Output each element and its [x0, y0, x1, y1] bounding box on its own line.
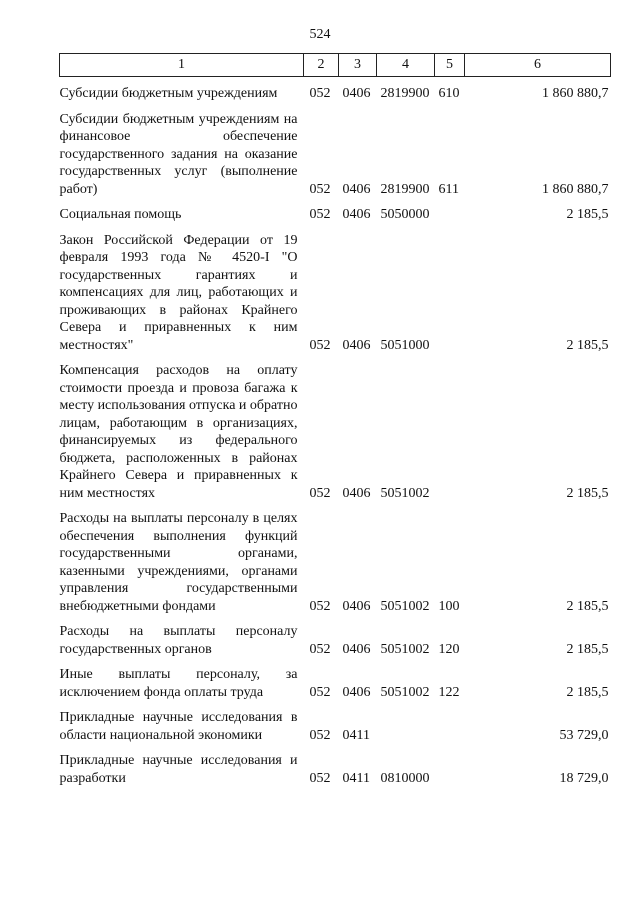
column-header-name: 1	[60, 54, 304, 77]
row-target: 5051002	[380, 641, 430, 657]
row-name: Прикладные научные исследования в области национальной экономики	[59, 710, 298, 743]
row-type	[435, 198, 465, 224]
row-amount: 18 729,0	[559, 770, 609, 786]
row-amount: 2 185,5	[566, 207, 609, 222]
row-ministry: 052	[309, 86, 331, 101]
row-amount: 53 729,0	[559, 727, 609, 743]
row-name: Расходы на выплаты персоналу государственных органов	[59, 624, 298, 657]
row-name: Закон Российской Федерации от 19 февраля 1993 года № 4520-I "О государственных гарантиях и компенсациях для лиц, работающих и проживающих в районах Крайнего Севера и приравненных к ним местностях"	[59, 232, 298, 353]
table-row	[60, 615, 611, 658]
row-section: 0406	[342, 641, 371, 657]
row-target: 2819900	[380, 86, 430, 101]
row-target: 5051002	[380, 684, 430, 700]
table-body	[60, 77, 611, 788]
table-header	[60, 54, 611, 77]
row-section: 0406	[342, 86, 371, 101]
row-type: 120	[438, 641, 460, 657]
row-type: 610	[438, 86, 460, 101]
column-header-ministry: 2	[304, 54, 339, 77]
row-name: Компенсация расходов на оплату стоимости проезда и провоза багажа к месту использования отпуска и обратно лицам, работающим в организациях, финансируемых из федерального бюджета, расположенных в районах Крайнего Севера и приравненных к ним местностях	[59, 363, 298, 501]
row-section: 0406	[342, 598, 371, 614]
row-target: 5050000	[380, 207, 430, 222]
row-target: 0810000	[380, 770, 430, 786]
row-amount: 2 185,5	[566, 337, 609, 353]
column-header-section: 3	[339, 54, 377, 77]
table-row	[60, 354, 611, 502]
row-amount: 2 185,5	[566, 641, 609, 657]
row-type	[435, 354, 465, 502]
table-row	[60, 103, 611, 199]
row-target	[377, 701, 435, 744]
row-name: Социальная помощь	[59, 207, 182, 222]
row-section: 0411	[342, 770, 370, 786]
row-name: Иные выплаты персоналу, за исключением фонда оплаты труда	[59, 667, 298, 700]
row-ministry: 052	[309, 181, 331, 197]
row-amount: 2 185,5	[566, 598, 609, 614]
row-type: 122	[438, 684, 460, 700]
row-type	[435, 701, 465, 744]
row-amount: 2 185,5	[566, 485, 609, 501]
row-section: 0406	[342, 207, 371, 222]
row-target: 2819900	[380, 181, 430, 197]
row-target: 5051002	[380, 598, 430, 614]
row-type	[435, 224, 465, 355]
row-section: 0411	[342, 727, 370, 743]
row-ministry: 052	[309, 485, 331, 501]
row-ministry: 052	[309, 337, 331, 353]
row-ministry: 052	[309, 684, 331, 700]
row-amount: 1 860 880,7	[542, 86, 609, 101]
header-row	[60, 54, 611, 77]
row-target: 5051002	[380, 485, 430, 501]
table-row	[60, 502, 611, 615]
row-section: 0406	[342, 337, 371, 353]
row-ministry: 052	[309, 598, 331, 614]
table-row	[60, 744, 611, 787]
column-header-target: 4	[377, 54, 435, 77]
table-row	[60, 77, 611, 103]
row-ministry: 052	[309, 770, 331, 786]
row-type	[435, 744, 465, 787]
table-row	[60, 701, 611, 744]
row-ministry: 052	[309, 641, 331, 657]
row-type: 100	[438, 598, 460, 614]
row-amount: 2 185,5	[566, 684, 609, 700]
page-number: 524	[309, 27, 331, 42]
row-amount: 1 860 880,7	[542, 181, 609, 197]
row-section: 0406	[342, 181, 371, 197]
column-header-type: 5	[435, 54, 465, 77]
row-section: 0406	[342, 684, 371, 700]
row-ministry: 052	[309, 207, 331, 222]
table-row	[60, 658, 611, 701]
column-header-amount: 6	[465, 54, 611, 77]
row-target: 5051000	[380, 337, 430, 353]
row-ministry: 052	[309, 727, 331, 743]
row-name: Прикладные научные исследования и разработки	[59, 753, 298, 786]
row-name: Расходы на выплаты персоналу в целях обеспечения выполнения функций государственными органами, казенными учреждениями, органами управления государственными внебюджетными фондами	[59, 511, 298, 614]
row-name: Субсидии бюджетным учреждениям на финансовое обеспечение государственного задания на оказание государственных услуг (выполнение работ)	[59, 111, 298, 197]
budget-table	[59, 53, 611, 787]
row-section: 0406	[342, 485, 371, 501]
row-name: Субсидии бюджетным учреждениям	[59, 86, 278, 101]
row-type: 611	[438, 181, 459, 197]
table-row	[60, 224, 611, 355]
table-row	[60, 198, 611, 224]
